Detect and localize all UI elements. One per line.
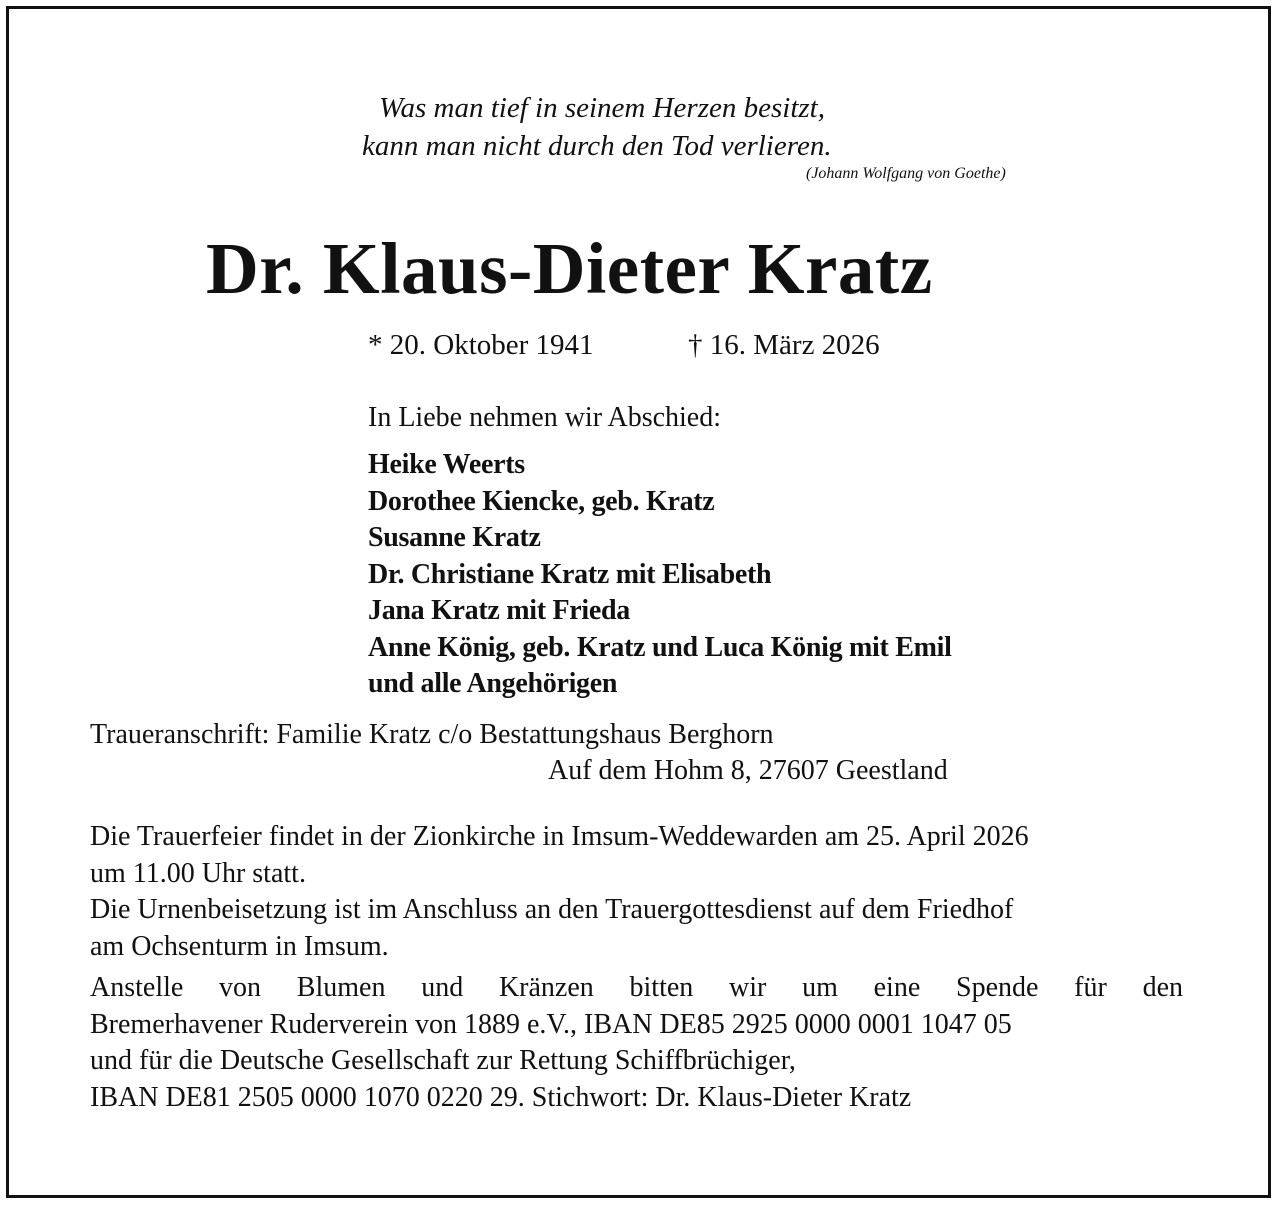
ceremony-line: Die Urnenbeisetzung ist im Anschluss an den Trauergottesdienst auf dem Friedhof: [90, 894, 1014, 925]
donation-line: Bremerhavener Ruderverein von 1889 e.V., IBAN DE85 2925 0000 0001 1047 05: [90, 1008, 1012, 1040]
birth-date: * 20. Oktober 1941: [368, 329, 594, 361]
ceremony-line: am Ochsenturm in Imsum.: [90, 930, 389, 962]
address-line-2: Auf dem Hohm 8, 27607 Geestland: [548, 755, 948, 786]
mourner-name: und alle Angehörigen: [368, 668, 618, 699]
address-line-1: Traueranschrift: Familie Kratz c/o Bestattungshaus Berghorn: [90, 719, 774, 750]
mourner-name: Anne König, geb. Kratz und Luca König mit Emil: [368, 631, 952, 663]
mourner-name: Dorothee Kiencke, geb. Kratz: [368, 485, 715, 517]
farewell-intro: In Liebe nehmen wir Abschied:: [368, 402, 722, 433]
ceremony-line: Die Trauerfeier findet in der Zionkirche in Imsum-Weddewarden am 25. April 2026: [90, 821, 1029, 852]
donation-line: Anstelle von Blumen und Kränzen bitten wir um eine Spende für den: [90, 972, 1183, 1003]
ceremony-info: [90, 819, 1029, 965]
mourner-name: Heike Weerts: [368, 449, 525, 480]
mourner-name: Dr. Christiane Kratz mit Elisabeth: [368, 558, 772, 590]
deceased-name: Dr. Klaus-Dieter Kratz: [206, 228, 933, 309]
donation-line: und für die Deutsche Gesellschaft zur Rettung Schiffbrüchiger,: [90, 1045, 796, 1076]
mourners-list: [368, 447, 952, 703]
quote-author: (Johann Wolfgang von Goethe): [806, 165, 1006, 182]
mourner-name: Jana Kratz mit Frieda: [368, 595, 630, 626]
quote-line-1: Was man tief in seinem Herzen besitzt,: [379, 92, 825, 124]
ceremony-line: um 11.00 Uhr statt.: [90, 857, 306, 889]
mourner-name: Susanne Kratz: [368, 522, 541, 553]
donation-line: IBAN DE81 2505 0000 1070 0220 29. Stichwort: Dr. Klaus-Dieter Kratz: [90, 1081, 912, 1113]
death-date: † 16. März 2026: [688, 329, 880, 361]
quote-line-2: kann man nicht durch den Tod verlieren.: [362, 130, 832, 162]
donation-info: [90, 970, 1183, 1116]
